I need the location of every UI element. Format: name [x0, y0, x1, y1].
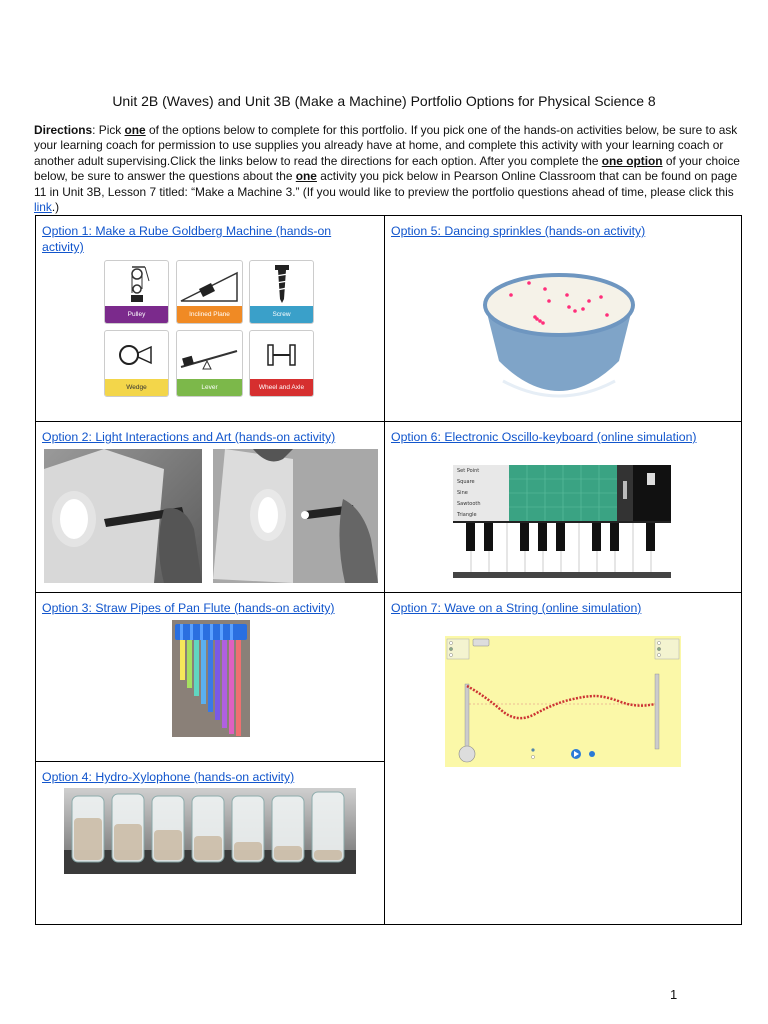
- wheel-axle-label: Wheel and Axle: [250, 379, 313, 396]
- option-6-link[interactable]: Option 6: Electronic Oscillo-keyboard (online simulation): [391, 430, 697, 444]
- directions-label: Directions: [34, 123, 93, 137]
- emphasis-one-option: one option: [601, 153, 663, 168]
- svg-text:Square: Square: [457, 479, 475, 485]
- option-1-cell: [35, 215, 385, 422]
- pulley-icon: [105, 261, 168, 306]
- page-number: 1: [670, 987, 678, 1002]
- wedge-label: Wedge: [105, 379, 168, 396]
- inclined-plane-icon: [177, 261, 242, 306]
- wheel-axle-icon: [250, 331, 313, 379]
- directions-text: of your choice below, be sure to answer the questions about the: [34, 153, 740, 184]
- inclined-plane-card: [176, 260, 243, 324]
- lever-icon: [177, 331, 242, 379]
- screw-icon: [250, 261, 313, 306]
- option-3-link[interactable]: Option 3: Straw Pipes of Pan Flute (hands-on activity): [42, 601, 335, 615]
- emphasis-one: one: [124, 123, 146, 137]
- oscillo-keyboard-screenshot: [453, 465, 671, 578]
- emphasis-one: one: [295, 169, 317, 184]
- option-5-link[interactable]: Option 5: Dancing sprinkles (hands-on activity): [391, 224, 646, 238]
- directions-text: activity you pick below in Pearson Online Classroom that can be found on page 11 in Unit 3B, Lesson 7 titled: “Make a Machine 3.” (If you would like to preview the portfolio questions ahead of time, please click this: [34, 169, 738, 199]
- flashlight-photo-2: [213, 449, 378, 583]
- pulley-label: Pulley: [105, 306, 168, 323]
- lever-label: Lever: [177, 379, 242, 396]
- option-4-cell: [35, 761, 385, 925]
- wedge-icon: [105, 331, 168, 379]
- dancing-sprinkles-photo: [479, 271, 639, 413]
- directions-text: of the options below to complete for this portfolio. If you pick one of the hands-on activities below, be sure to ask your learning coach for permission to use supplies you already have at home, and complete this activity with your learning coach or another adult supervising.Click the links below to read the directions for each option. After you complete the: [34, 123, 738, 168]
- lever-card: [176, 330, 243, 397]
- option-7-cell: [384, 592, 742, 925]
- option-4-link[interactable]: Option 4: Hydro-Xylophone (hands-on activity): [42, 770, 295, 784]
- option-6-cell: [384, 421, 742, 593]
- svg-text:Sawtooth: Sawtooth: [457, 501, 481, 507]
- pulley-card: [104, 260, 169, 324]
- directions-text: : Pick: [92, 123, 125, 137]
- portfolio-questions-link[interactable]: link: [34, 200, 52, 215]
- option-2-cell: [35, 421, 385, 593]
- option-7-link[interactable]: Option 7: Wave on a String (online simulation): [391, 601, 642, 615]
- svg-text:Sine: Sine: [457, 490, 468, 496]
- option-1-link[interactable]: Option 1: Make a Rube Goldberg Machine (hands-on activity): [42, 224, 332, 254]
- option-3-cell: [35, 592, 385, 762]
- screw-card: [249, 260, 314, 324]
- page-title: Unit 2B (Waves) and Unit 3B (Make a Machine) Portfolio Options for Physical Science 8: [112, 93, 656, 109]
- inclined-plane-label: Inclined Plane: [177, 306, 242, 323]
- wheel-axle-card: [249, 330, 314, 397]
- hydro-xylophone-photo: [64, 788, 356, 874]
- screw-label: Screw: [250, 306, 313, 323]
- directions-paragraph: [34, 123, 744, 215]
- svg-text:Set Point: Set Point: [457, 468, 480, 474]
- svg-text:Triangle: Triangle: [457, 512, 477, 518]
- option-5-cell: [384, 215, 742, 422]
- wave-on-string-screenshot: [445, 636, 681, 767]
- flashlight-photo-1: [44, 449, 202, 583]
- option-2-link[interactable]: Option 2: Light Interactions and Art (hands-on activity): [42, 430, 336, 444]
- pan-flute-photo: [172, 620, 250, 737]
- wedge-card: [104, 330, 169, 397]
- directions-text: .): [51, 200, 60, 215]
